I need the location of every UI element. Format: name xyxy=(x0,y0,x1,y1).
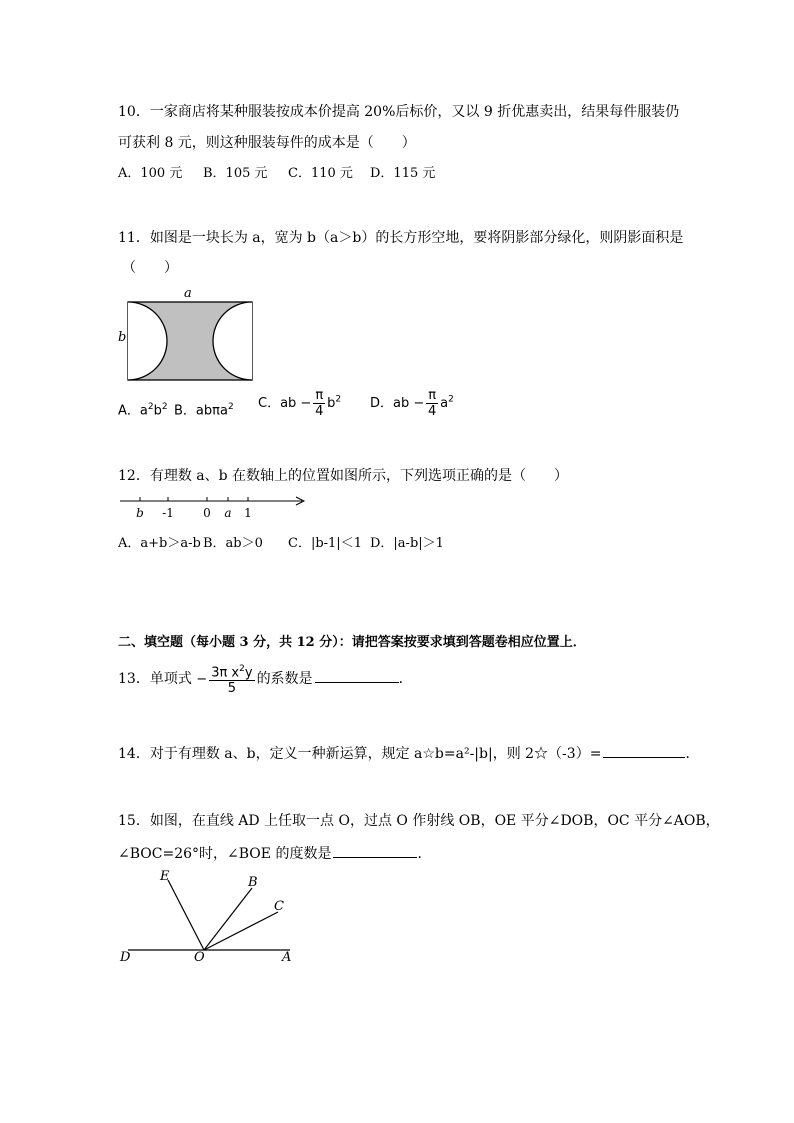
q11-option-c xyxy=(258,388,341,419)
q10-option-a: A．100 元 xyxy=(118,166,183,181)
q11-line1: 11．如图是一块长为 a，宽为 b（a＞b）的长方形空地，要将阴影部分绿化，则阴影面积是 xyxy=(118,230,684,246)
q11-option-d xyxy=(370,388,454,419)
q11-rectangle-figure xyxy=(126,300,256,384)
q11-option-c-den: 4 xyxy=(315,404,324,419)
q11-option-a-label: A． xyxy=(118,403,140,419)
q12-option-c: C．|b-1|＜1 xyxy=(288,536,362,551)
q12-option-d: D．|a-b|＞1 xyxy=(370,536,444,551)
q12-line1: 12．有理数 a、b 在数轴上的位置如图所示，下列选项正确的是（ ） xyxy=(118,468,569,484)
q11-option-d-label: D． xyxy=(370,396,394,411)
q13-minus: − xyxy=(196,672,208,688)
q11-option-a-exp2: 2 xyxy=(161,402,168,412)
q11-option-d-den: 4 xyxy=(428,404,437,419)
q11-fig-label-a: a xyxy=(184,286,192,301)
q11-option-c-fraction xyxy=(313,388,325,419)
q15-line2-end: ． xyxy=(417,846,432,862)
q12-option-a: A．a+b＞a-b xyxy=(118,536,201,551)
q11-option-b xyxy=(174,398,234,420)
q15-label-d: D xyxy=(120,950,131,965)
q11-option-c-num: π xyxy=(315,388,324,403)
q15-line2-pre: ∠BOC=26°时，∠BOE 的度数是 xyxy=(118,846,332,862)
q11-option-c-exp: 2 xyxy=(335,394,342,405)
q14-end: ． xyxy=(685,746,700,762)
q10-option-b: B．105 元 xyxy=(203,166,268,181)
section2-heading: 二、填空题（每小题 3 分，共 12 分）：请把答案按要求填到答题卷相应位置上． xyxy=(118,635,586,650)
q13-num-post: y xyxy=(244,665,253,681)
q12-option-b: B．ab＞0 xyxy=(203,536,263,551)
q12-axis-label-1: 1 xyxy=(244,506,252,520)
q11-option-b-exp: 2 xyxy=(227,402,234,412)
q11-option-a-exp1: 2 xyxy=(147,402,154,412)
q13-denominator: 5 xyxy=(227,681,237,697)
q12-axis-label-0: 0 xyxy=(203,506,211,520)
q11-option-b-pi: π xyxy=(212,403,220,419)
q11-fig-label-b: b xyxy=(118,330,127,345)
q13-num-pre: 3π x xyxy=(211,665,240,681)
q11-option-b-ab: ab xyxy=(195,403,213,419)
q11-option-a-var-b: b xyxy=(153,403,162,419)
q11-option-c-var: b xyxy=(327,396,336,411)
q11-option-d-pre: ab − xyxy=(393,396,425,411)
q11-option-d-exp: 2 xyxy=(448,394,454,405)
q10-option-c: C．110 元 xyxy=(288,166,353,181)
q11-option-c-label: C． xyxy=(258,396,281,411)
q11-line2: （ ） xyxy=(122,260,178,276)
q15-ray-oe xyxy=(168,880,204,950)
q13-suffix: 的系数是 xyxy=(256,671,313,688)
q13-end: ． xyxy=(398,671,413,688)
q15-line1: 15．如图，在直线 AD 上任取一点 O，过点 O 作射线 OB，OE 平分∠DOB，OC 平分∠AOB， xyxy=(118,813,720,829)
q11-option-b-var-a: a xyxy=(219,403,228,419)
q13-line xyxy=(118,662,413,696)
q10-line1: 10．一家商店将某种服装按成本价提高 20%后标价，又以 9 折优惠卖出，结果每件服装仍 xyxy=(118,104,680,120)
q11-option-a xyxy=(118,398,168,420)
q13-answer-blank[interactable] xyxy=(315,668,399,683)
q11-option-b-label: B． xyxy=(174,403,196,419)
q10-line2: 可获利 8 元，则这种服装每件的成本是（ ） xyxy=(118,135,416,151)
q13-prefix: 13．单项式 xyxy=(118,671,192,688)
q15-label-c: C xyxy=(274,899,284,914)
q11-option-c-pre: ab − xyxy=(280,396,312,411)
q15-label-a: A xyxy=(282,950,292,965)
q14-text: 14．对于有理数 a、b，定义一种新运算，规定 a☆b=a²-|b|，则 2☆（-3）= xyxy=(118,746,602,762)
q15-label-b: B xyxy=(248,875,258,890)
q11-option-d-num: π xyxy=(428,388,437,403)
q15-label-e: E xyxy=(160,869,170,884)
q15-ray-ob xyxy=(204,888,252,950)
q15-answer-blank[interactable] xyxy=(333,843,417,858)
q11-option-d-fraction xyxy=(426,388,438,419)
q12-axis-label-neg1: -1 xyxy=(162,506,174,520)
q15-label-o: O xyxy=(194,950,205,965)
q15-angle-figure xyxy=(118,868,298,968)
q15-line2 xyxy=(118,843,431,863)
q13-fraction xyxy=(209,662,254,696)
q12-axis-label-b: b xyxy=(136,506,144,520)
q13-num-sup: 2 xyxy=(239,664,245,674)
q14-line xyxy=(118,743,699,763)
q15-ray-oc xyxy=(204,912,278,950)
q10-option-d: D．115 元 xyxy=(370,166,436,181)
q14-answer-blank[interactable] xyxy=(603,743,685,758)
q11-option-a-var-a: a xyxy=(139,403,148,419)
q12-axis-label-a: a xyxy=(224,506,232,520)
q11-option-d-var: a xyxy=(440,396,449,411)
q13-numerator xyxy=(209,662,254,681)
